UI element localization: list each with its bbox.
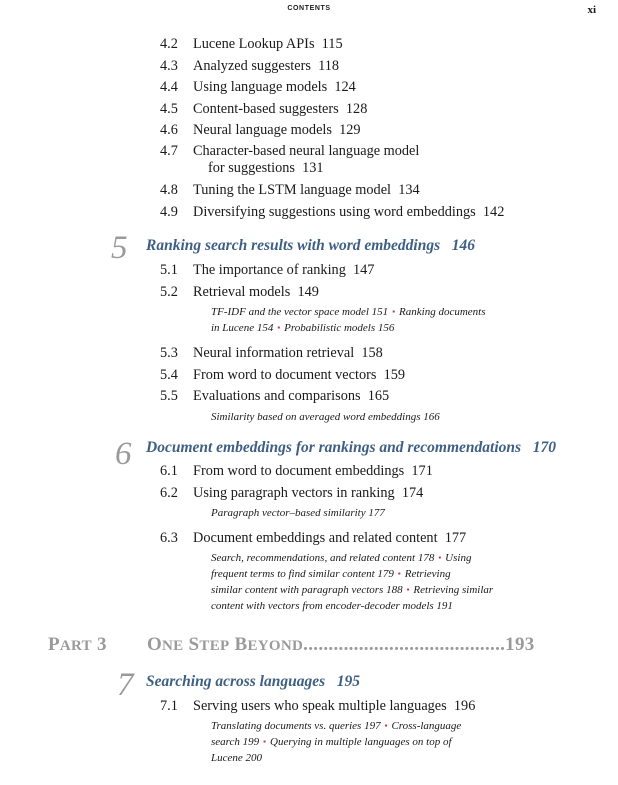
section-number: 6.3 xyxy=(160,530,178,546)
section-title: From word to document vectors xyxy=(193,367,377,383)
toc-section-4-5[interactable] xyxy=(160,101,367,118)
chapter-5-number: 5 xyxy=(111,230,128,266)
subsection-entry: Translating documents vs. queries 197 xyxy=(211,720,381,732)
subsection-entry: Retrieving xyxy=(404,568,451,580)
section-number: 4.2 xyxy=(160,36,178,52)
toc-section-7-1[interactable] xyxy=(160,698,475,715)
section-page: 165 xyxy=(367,388,390,404)
toc-subsections-6-3-line2 xyxy=(211,568,451,580)
part-title: ONE STEP BEYOND xyxy=(146,634,304,655)
section-number: 7.1 xyxy=(160,698,178,714)
section-title: Diversifying suggestions using word embeddings xyxy=(193,204,476,220)
chapter-6-number: 6 xyxy=(115,436,132,472)
toc-section-6-1[interactable] xyxy=(160,463,433,480)
section-number: 4.8 xyxy=(160,182,178,198)
toc-subsections-6-3-line4 xyxy=(211,600,453,612)
header-page-number: xi xyxy=(587,4,596,16)
subsection-entry: Lucene 200 xyxy=(211,752,263,764)
subsection-entry: search 199 xyxy=(211,736,260,748)
toc-section-5-2[interactable] xyxy=(160,284,319,301)
subsection-entry: frequent terms to find similar content 179 xyxy=(211,568,394,580)
chapter-page: 170 xyxy=(532,439,556,456)
section-title: Neural language models xyxy=(193,122,332,138)
subsection-entry: content with vectors from encoder-decoder models 191 xyxy=(211,600,453,612)
toc-section-4-7[interactable] xyxy=(160,143,419,160)
section-number: 6.1 xyxy=(160,463,178,479)
toc-section-4-6[interactable] xyxy=(160,122,361,139)
toc-section-6-3[interactable] xyxy=(160,530,466,547)
bullet-icon: ▪ xyxy=(397,569,401,578)
toc-subsections-5-2-line2 xyxy=(211,322,394,334)
toc-section-4-8[interactable] xyxy=(160,182,420,199)
subsection-entry: Ranking documents xyxy=(399,306,486,318)
toc-subsections-7-1-line2 xyxy=(211,736,452,748)
chapter-title: Document embeddings for rankings and recommendations xyxy=(146,439,522,456)
section-number: 4.9 xyxy=(160,204,178,220)
subsection-entry: in Lucene 154 xyxy=(211,322,274,334)
toc-section-4-7-cont[interactable] xyxy=(208,160,324,177)
bullet-icon: ▪ xyxy=(384,721,388,730)
toc-section-4-4[interactable] xyxy=(160,79,356,96)
section-title: Lucene Lookup APIs xyxy=(193,36,315,52)
toc-subsections-6-3-line3 xyxy=(211,584,493,596)
section-title: Serving users who speak multiple languages xyxy=(193,698,447,714)
toc-section-5-4[interactable] xyxy=(160,367,405,384)
chapter-title: Ranking search results with word embeddings xyxy=(146,237,441,254)
section-title: Retrieval models xyxy=(193,284,291,300)
section-page: 115 xyxy=(321,36,343,52)
section-title: Analyzed suggesters xyxy=(193,58,311,74)
toc-chapter-5[interactable] xyxy=(146,237,475,255)
section-page: 158 xyxy=(361,345,383,361)
chapter-page: 195 xyxy=(336,673,361,690)
header-title: CONTENTS xyxy=(287,5,331,12)
toc-chapter-6[interactable] xyxy=(146,439,556,457)
toc-section-5-3[interactable] xyxy=(160,345,383,362)
section-number: 6.2 xyxy=(160,485,178,501)
section-page: 128 xyxy=(345,101,368,117)
section-page: 171 xyxy=(411,463,433,479)
section-page: 118 xyxy=(318,58,339,74)
toc-subsections-6-3-line1 xyxy=(211,552,471,564)
toc-section-4-3[interactable] xyxy=(160,58,339,75)
toc-section-4-2[interactable] xyxy=(160,36,343,53)
chapter-title: Searching across languages xyxy=(146,673,326,690)
section-page: 129 xyxy=(339,122,361,138)
toc-subsections-7-1-line1 xyxy=(211,720,461,732)
section-title: Tuning the LSTM language model xyxy=(193,182,392,198)
subsection-entry: Search, recommendations, and related content 178 xyxy=(211,552,435,564)
section-page: 134 xyxy=(398,182,420,198)
section-number: 5.2 xyxy=(160,284,178,300)
toc-section-5-1[interactable] xyxy=(160,262,374,279)
section-title-line2: for suggestions xyxy=(208,160,295,176)
section-page: 177 xyxy=(444,530,467,546)
toc-section-4-9[interactable] xyxy=(160,204,504,221)
toc-section-6-2[interactable] xyxy=(160,485,423,502)
section-number: 5.1 xyxy=(160,262,178,278)
subsection-entry: Querying in multiple languages on top of xyxy=(270,736,452,748)
subsection-entry: Probabilistic models 156 xyxy=(284,322,395,334)
section-number: 5.5 xyxy=(160,388,178,404)
bullet-icon: ▪ xyxy=(277,323,281,332)
section-title: Document embeddings and related content xyxy=(193,530,438,546)
section-title: Evaluations and comparisons xyxy=(193,388,361,404)
chapter-7-number: 7 xyxy=(117,667,134,703)
section-title: Using language models xyxy=(193,79,328,95)
section-number: 4.4 xyxy=(160,79,178,95)
section-page: 174 xyxy=(401,485,424,501)
running-header xyxy=(0,4,618,20)
part-label: PART 3 xyxy=(48,634,107,655)
bullet-icon: ▪ xyxy=(406,585,410,594)
subsection-entry: Using xyxy=(445,552,472,564)
section-number: 4.7 xyxy=(160,143,178,159)
section-number: 4.6 xyxy=(160,122,178,138)
part-page: 193 xyxy=(505,634,535,655)
section-number: 5.4 xyxy=(160,367,178,383)
toc-chapter-7[interactable] xyxy=(146,673,360,691)
section-number: 4.3 xyxy=(160,58,178,74)
bullet-icon: ▪ xyxy=(392,307,396,316)
toc-part-3[interactable] xyxy=(48,634,535,656)
chapter-page: 146 xyxy=(451,237,476,254)
section-title: From word to document embeddings xyxy=(193,463,405,479)
section-page: 149 xyxy=(297,284,319,300)
section-title: The importance of ranking xyxy=(193,262,346,278)
subsection-entry: TF-IDF and the vector space model 151 xyxy=(211,306,389,318)
toc-subsections-5-2-line1 xyxy=(211,306,485,318)
section-title: Neural information retrieval xyxy=(193,345,355,361)
toc-subsections-6-2 xyxy=(211,507,385,519)
subsection-entry: Retrieving similar xyxy=(413,584,494,596)
section-page: 131 xyxy=(302,160,324,176)
section-page: 147 xyxy=(353,262,375,278)
toc-subsections-5-5 xyxy=(211,411,440,423)
toc-section-5-5[interactable] xyxy=(160,388,389,405)
section-number: 4.5 xyxy=(160,101,178,117)
subsection-entry: Similarity based on averaged word embeddings 166 xyxy=(211,411,440,423)
section-page: 142 xyxy=(482,204,505,220)
section-number: 5.3 xyxy=(160,345,178,361)
section-title: Content-based suggesters xyxy=(193,101,339,117)
section-page: 159 xyxy=(383,367,406,383)
subsection-entry: Paragraph vector–based similarity 177 xyxy=(211,507,385,519)
bullet-icon: ▪ xyxy=(438,553,442,562)
section-title: Using paragraph vectors in ranking xyxy=(193,485,395,501)
section-page: 196 xyxy=(453,698,476,714)
subsection-entry: similar content with paragraph vectors 188 xyxy=(211,584,403,596)
section-page: 124 xyxy=(334,79,356,95)
bullet-icon: ▪ xyxy=(263,737,267,746)
part-leader-dots: ........................................ xyxy=(303,634,506,655)
toc-subsections-7-1-line3 xyxy=(211,752,262,764)
section-title-line1: Character-based neural language model xyxy=(193,143,420,159)
subsection-entry: Cross-language xyxy=(391,720,462,732)
